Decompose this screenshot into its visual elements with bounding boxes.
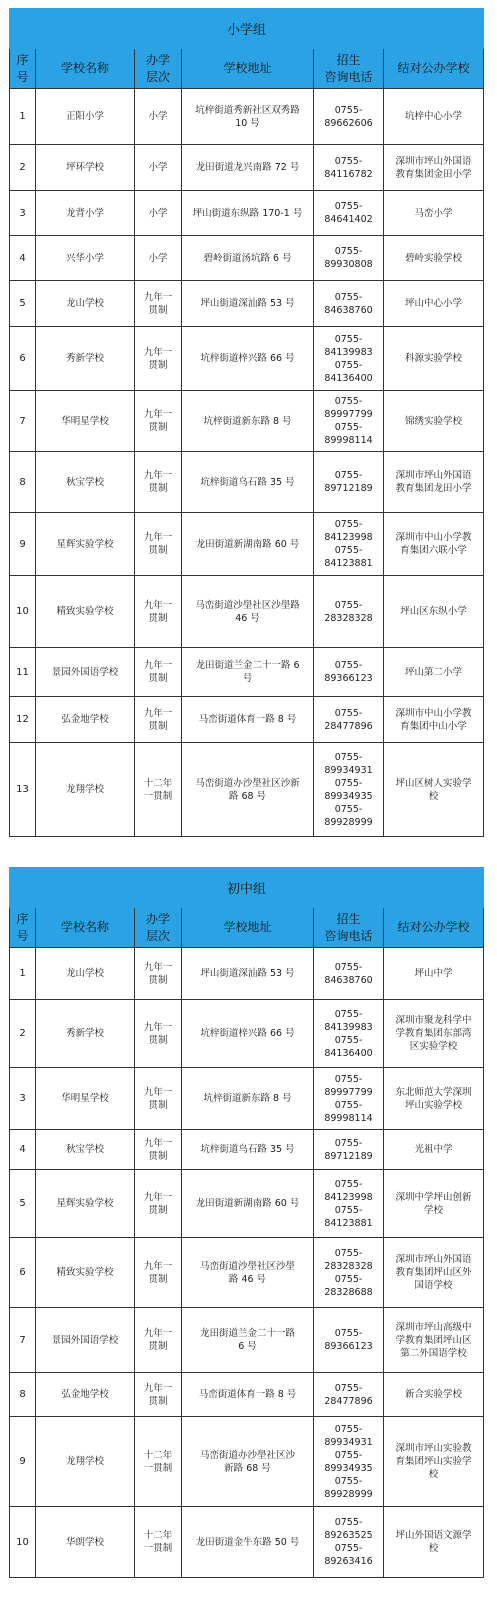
partner-school: 坪山外国语文源学 校 — [384, 1507, 484, 1578]
column-header-name: 学校名称 — [36, 49, 135, 89]
table-row — [10, 1373, 484, 1417]
row-number: 1 — [10, 89, 36, 145]
school-level: 九年一 贯制 — [135, 391, 182, 452]
enrollment-phone: 0755- 28328328 — [314, 576, 384, 648]
row-number: 9 — [10, 513, 36, 576]
enrollment-phone: 0755- 84139983 0755- 84136400 — [314, 1000, 384, 1068]
partner-school: 新合实验学校 — [384, 1373, 484, 1417]
school-level: 九年一 贯制 — [135, 327, 182, 391]
school-address: 坑梓街道新东路 8 号 — [182, 391, 314, 452]
row-number: 3 — [10, 191, 36, 236]
school-name: 景园外国语学校 — [36, 648, 135, 697]
school-address: 坑梓街道秀新社区双秀路 10 号 — [182, 89, 314, 145]
partner-school: 深圳市中山小学教 育集团中山小学 — [384, 697, 484, 743]
row-number: 2 — [10, 145, 36, 191]
enrollment-phone: 0755- 89366123 — [314, 1308, 384, 1373]
row-number: 5 — [10, 281, 36, 327]
table-row — [10, 697, 484, 743]
school-level: 九年一 贯制 — [135, 648, 182, 697]
enrollment-phone: 0755- 89934931 0755- 89934935 0755- 89928999 — [314, 1417, 384, 1507]
primary-school-block — [9, 8, 483, 837]
enrollment-phone: 0755- 84123998 0755- 84123881 — [314, 1170, 384, 1238]
enrollment-phone: 0755- 89263525 0755- 89263416 — [314, 1507, 384, 1578]
table-row — [10, 1417, 484, 1507]
table-row — [10, 191, 484, 236]
partner-school: 马峦小学 — [384, 191, 484, 236]
row-number: 4 — [10, 236, 36, 281]
row-number: 13 — [10, 743, 36, 837]
school-name: 龙山学校 — [36, 281, 135, 327]
school-level: 九年一 贯制 — [135, 1000, 182, 1068]
enrollment-phone: 0755- 84139983 0755- 84136400 — [314, 327, 384, 391]
partner-school: 锦绣实验学校 — [384, 391, 484, 452]
row-number: 7 — [10, 1308, 36, 1373]
school-address: 坑梓街道乌石路 35 号 — [182, 1130, 314, 1170]
enrollment-phone: 0755- 89366123 — [314, 648, 384, 697]
school-name: 华明星学校 — [36, 1068, 135, 1130]
school-name: 秋宝学校 — [36, 452, 135, 513]
table-title: 初中组 — [10, 868, 484, 908]
partner-school: 科源实验学校 — [384, 327, 484, 391]
school-name: 景园外国语学校 — [36, 1308, 135, 1373]
school-name: 华朗学校 — [36, 1507, 135, 1578]
school-level: 小学 — [135, 145, 182, 191]
school-level: 九年一 贯制 — [135, 1373, 182, 1417]
table-row — [10, 743, 484, 837]
row-number: 6 — [10, 327, 36, 391]
column-header-level: 办学 层次 — [135, 908, 182, 948]
partner-school: 深圳市聚龙科学中 学教育集团东部湾 区实验学校 — [384, 1000, 484, 1068]
row-number: 2 — [10, 1000, 36, 1068]
primary-table-body — [10, 89, 484, 837]
table-row — [10, 648, 484, 697]
school-address: 马峦街道体育一路 8 号 — [182, 1373, 314, 1417]
school-address: 马峦街道沙壆社区沙壆路 46 号 — [182, 576, 314, 648]
school-name: 龙山学校 — [36, 948, 135, 1000]
row-number: 3 — [10, 1068, 36, 1130]
school-address: 龙田街道新湖南路 60 号 — [182, 1170, 314, 1238]
enrollment-phone: 0755- 89997799 0755- 89998114 — [314, 1068, 384, 1130]
school-address: 龙田街道金牛东路 50 号 — [182, 1507, 314, 1578]
school-name: 弘金地学校 — [36, 697, 135, 743]
school-level: 小学 — [135, 236, 182, 281]
school-level: 九年一 贯制 — [135, 1170, 182, 1238]
table-row — [10, 145, 484, 191]
column-header-partner: 结对公办学校 — [384, 908, 484, 948]
school-name: 龙翔学校 — [36, 1417, 135, 1507]
partner-school: 深圳中学坪山创新 学校 — [384, 1170, 484, 1238]
primary-school-table — [9, 8, 484, 837]
school-name: 星辉实验学校 — [36, 1170, 135, 1238]
table-row — [10, 1000, 484, 1068]
enrollment-phone: 0755- 28477896 — [314, 1373, 384, 1417]
school-level: 九年一 贯制 — [135, 948, 182, 1000]
middle-table-body — [10, 948, 484, 1578]
school-address: 坑梓街道新东路 8 号 — [182, 1068, 314, 1130]
row-number: 1 — [10, 948, 36, 1000]
school-level: 十二年 一贯制 — [135, 1417, 182, 1507]
school-address: 龙田街道兰金二十一路 6 号 — [182, 1308, 314, 1373]
partner-school: 坪山区东纵小学 — [384, 576, 484, 648]
row-number: 5 — [10, 1170, 36, 1238]
table-title: 小学组 — [10, 9, 484, 49]
row-number: 11 — [10, 648, 36, 697]
school-address: 坪山街道深汕路 53 号 — [182, 281, 314, 327]
row-number: 10 — [10, 576, 36, 648]
school-level: 十二年 一贯制 — [135, 1507, 182, 1578]
enrollment-phone: 0755- 84116782 — [314, 145, 384, 191]
school-level: 九年一 贯制 — [135, 1130, 182, 1170]
table-row — [10, 1507, 484, 1578]
column-header-no: 序 号 — [10, 908, 36, 948]
row-number: 6 — [10, 1238, 36, 1308]
table-row — [10, 1130, 484, 1170]
column-header-no: 序 号 — [10, 49, 36, 89]
school-address: 龙田街道新湖南路 60 号 — [182, 513, 314, 576]
table-row — [10, 327, 484, 391]
partner-school: 深圳市坪山外国语 教育集团金田小学 — [384, 145, 484, 191]
table-row — [10, 1308, 484, 1373]
table-row — [10, 89, 484, 145]
row-number: 8 — [10, 452, 36, 513]
column-header-phone: 招生 咨询电话 — [314, 49, 384, 89]
enrollment-phone: 0755- 28328328 0755- 28328688 — [314, 1238, 384, 1308]
partner-school: 坪山第二小学 — [384, 648, 484, 697]
school-address: 马峦街道办沙壆社区沙新 路 68 号 — [182, 743, 314, 837]
column-header-partner: 结对公办学校 — [384, 49, 484, 89]
table-row — [10, 281, 484, 327]
enrollment-phone: 0755- 84641402 — [314, 191, 384, 236]
row-number: 7 — [10, 391, 36, 452]
school-level: 小学 — [135, 191, 182, 236]
partner-school: 坪山中学 — [384, 948, 484, 1000]
enrollment-phone: 0755- 89997799 0755- 89998114 — [314, 391, 384, 452]
school-name: 兴华小学 — [36, 236, 135, 281]
table-row — [10, 576, 484, 648]
partner-school: 深圳市中山小学教 育集团六联小学 — [384, 513, 484, 576]
school-address: 马峦街道体育一路 8 号 — [182, 697, 314, 743]
school-level: 十二年 一贯制 — [135, 743, 182, 837]
school-name: 龙背小学 — [36, 191, 135, 236]
enrollment-phone: 0755- 28477896 — [314, 697, 384, 743]
partner-school: 深圳市坪山高级中 学教育集团坪山区 第二外国语学校 — [384, 1308, 484, 1373]
partner-school: 深圳市坪山外国语 教育集团龙田小学 — [384, 452, 484, 513]
partner-school: 坑梓中心小学 — [384, 89, 484, 145]
row-number: 4 — [10, 1130, 36, 1170]
table-row — [10, 452, 484, 513]
school-name: 弘金地学校 — [36, 1373, 135, 1417]
enrollment-phone: 0755- 84123998 0755- 84123881 — [314, 513, 384, 576]
partner-school: 碧岭实验学校 — [384, 236, 484, 281]
school-address: 马峦街道沙壆社区沙壆 路 46 号 — [182, 1238, 314, 1308]
school-level: 九年一 贯制 — [135, 452, 182, 513]
row-number: 12 — [10, 697, 36, 743]
partner-school: 深圳市坪山外国语 教育集团坪山区外 国语学校 — [384, 1238, 484, 1308]
enrollment-phone: 0755- 89662606 — [314, 89, 384, 145]
table-row — [10, 391, 484, 452]
school-address: 龙田街道兰金二十一路 6 号 — [182, 648, 314, 697]
school-level: 九年一 贯制 — [135, 281, 182, 327]
enrollment-phone: 0755- 89712189 — [314, 1130, 384, 1170]
school-address: 坑梓街道梓兴路 66 号 — [182, 327, 314, 391]
column-header-name: 学校名称 — [36, 908, 135, 948]
school-level: 小学 — [135, 89, 182, 145]
school-name: 正阳小学 — [36, 89, 135, 145]
school-level: 九年一 贯制 — [135, 1308, 182, 1373]
middle-school-block — [9, 867, 483, 1578]
school-name: 秋宝学校 — [36, 1130, 135, 1170]
column-header-address: 学校地址 — [182, 49, 314, 89]
school-name: 华明星学校 — [36, 391, 135, 452]
column-header-phone: 招生 咨询电话 — [314, 908, 384, 948]
school-address: 坪山街道深汕路 53 号 — [182, 948, 314, 1000]
school-name: 精致实验学校 — [36, 1238, 135, 1308]
enrollment-phone: 0755- 84638760 — [314, 948, 384, 1000]
column-header-level: 办学 层次 — [135, 49, 182, 89]
school-name: 龙翔学校 — [36, 743, 135, 837]
school-name: 秀新学校 — [36, 1000, 135, 1068]
school-level: 九年一 贯制 — [135, 697, 182, 743]
school-address: 坪山街道东纵路 170-1 号 — [182, 191, 314, 236]
table-row — [10, 1068, 484, 1130]
school-level: 九年一 贯制 — [135, 513, 182, 576]
column-header-address: 学校地址 — [182, 908, 314, 948]
row-number: 8 — [10, 1373, 36, 1417]
school-name: 精致实验学校 — [36, 576, 135, 648]
partner-school: 东北师范大学深圳 坪山实验学校 — [384, 1068, 484, 1130]
school-level: 九年一 贯制 — [135, 1068, 182, 1130]
table-row — [10, 948, 484, 1000]
enrollment-phone: 0755- 84638760 — [314, 281, 384, 327]
row-number: 9 — [10, 1417, 36, 1507]
partner-school: 光祖中学 — [384, 1130, 484, 1170]
row-number: 10 — [10, 1507, 36, 1578]
table-row — [10, 1170, 484, 1238]
school-address: 碧岭街道汤坑路 6 号 — [182, 236, 314, 281]
enrollment-phone: 0755- 89712189 — [314, 452, 384, 513]
school-name: 秀新学校 — [36, 327, 135, 391]
school-level: 九年一 贯制 — [135, 1238, 182, 1308]
school-level: 九年一 贯制 — [135, 576, 182, 648]
school-address: 坑梓街道梓兴路 66 号 — [182, 1000, 314, 1068]
table-row — [10, 513, 484, 576]
school-name: 星辉实验学校 — [36, 513, 135, 576]
school-address: 龙田街道龙兴南路 72 号 — [182, 145, 314, 191]
enrollment-phone: 0755- 89930808 — [314, 236, 384, 281]
partner-school: 深圳市坪山实验教 育集团坪山实验学 校 — [384, 1417, 484, 1507]
school-address: 马峦街道办沙壆社区沙 新路 68 号 — [182, 1417, 314, 1507]
middle-school-table — [9, 867, 484, 1578]
table-row — [10, 236, 484, 281]
school-name: 坪环学校 — [36, 145, 135, 191]
table-row — [10, 1238, 484, 1308]
partner-school: 坪山中心小学 — [384, 281, 484, 327]
enrollment-phone: 0755- 89934931 0755- 89934935 0755- 89928999 — [314, 743, 384, 837]
school-address: 坑梓街道乌石路 35 号 — [182, 452, 314, 513]
partner-school: 坪山区树人实验学 校 — [384, 743, 484, 837]
